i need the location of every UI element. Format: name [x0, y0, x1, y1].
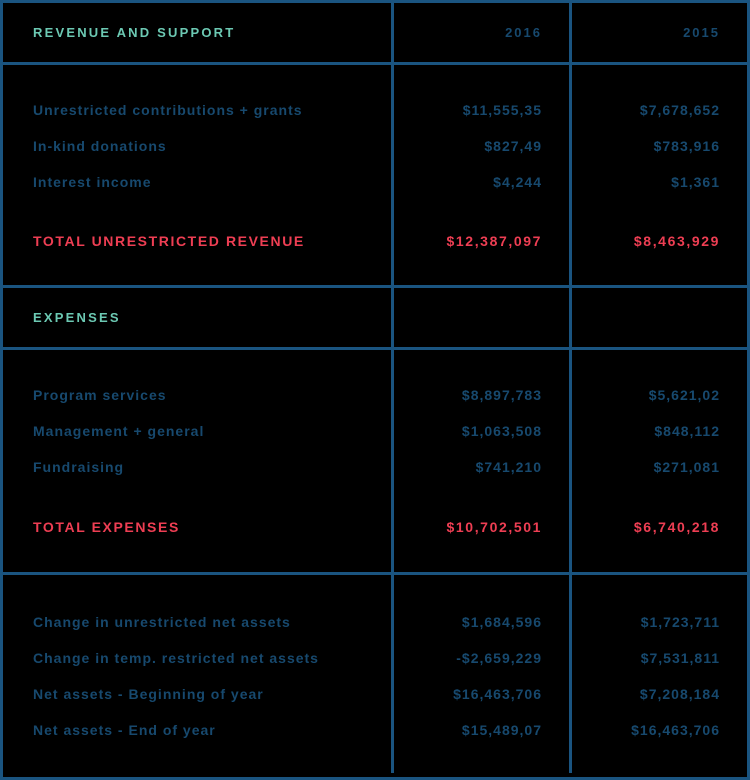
value-2015: $848,112: [654, 423, 720, 439]
value-2016: $1,063,508: [461, 423, 542, 439]
value-2015: $7,678,652: [639, 102, 720, 118]
value-2016: $741,210: [475, 459, 542, 475]
value-2015: $271,081: [653, 459, 720, 475]
expenses-section: [3, 350, 747, 575]
value-2016: $15,489,07: [461, 722, 542, 738]
value-2015: $5,621,02: [648, 387, 720, 403]
row-label: Management + general: [33, 423, 205, 439]
total-expenses-label: TOTAL EXPENSES: [33, 519, 180, 535]
empty-cell: [391, 288, 569, 347]
revenue-section-title: REVENUE AND SUPPORT: [33, 25, 236, 40]
row-label: Net assets - Beginning of year: [33, 686, 264, 702]
expenses-section-title: EXPENSES: [33, 310, 121, 325]
row-label: In-kind donations: [33, 138, 167, 154]
value-2016: -$2,659,229: [456, 650, 542, 666]
row-label: Net assets - End of year: [33, 722, 216, 738]
row-label: Change in temp. restricted net assets: [33, 650, 319, 666]
total-revenue-2015: $8,463,929: [633, 233, 720, 249]
row-label: Fundraising: [33, 459, 125, 475]
total-expenses-2016: $10,702,501: [446, 519, 542, 535]
value-2016: $827,49: [484, 138, 542, 154]
expenses-header-row: [3, 288, 747, 350]
value-2016: $4,244: [493, 174, 542, 190]
column-header-2016: 2016: [505, 25, 542, 40]
total-expenses-2015: $6,740,218: [633, 519, 720, 535]
value-2016: $8,897,783: [461, 387, 542, 403]
row-label: Change in unrestricted net assets: [33, 614, 291, 630]
total-revenue-label: TOTAL UNRESTRICTED REVENUE: [33, 233, 305, 249]
value-2015: $7,208,184: [639, 686, 720, 702]
value-2015: $783,916: [653, 138, 720, 154]
empty-cell: [569, 288, 747, 347]
value-2016: $1,684,596: [461, 614, 542, 630]
value-2015: $1,361: [671, 174, 720, 190]
row-label: Interest income: [33, 174, 152, 190]
revenue-section: [3, 65, 747, 288]
total-revenue-2016: $12,387,097: [446, 233, 542, 249]
value-2016: $11,555,35: [462, 102, 542, 118]
column-header-2015: 2015: [683, 25, 720, 40]
row-label: Program services: [33, 387, 167, 403]
value-2015: $7,531,811: [640, 650, 720, 666]
revenue-header-row: [3, 3, 747, 65]
value-2015: $1,723,711: [640, 614, 720, 630]
value-2015: $16,463,706: [631, 722, 720, 738]
value-2016: $16,463,706: [453, 686, 542, 702]
net-assets-section: [3, 575, 747, 773]
row-label: Unrestricted contributions + grants: [33, 102, 303, 118]
